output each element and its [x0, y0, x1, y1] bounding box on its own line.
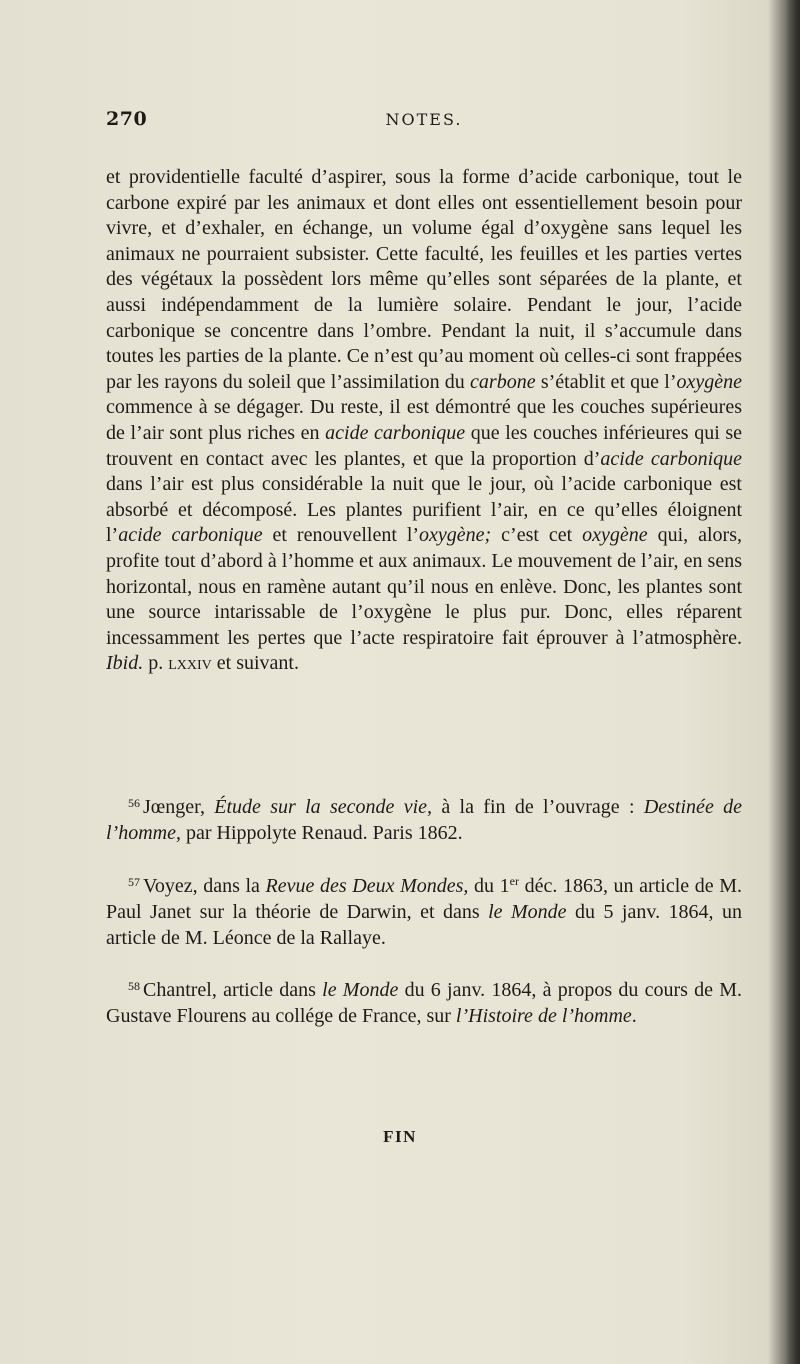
- italic-term: oxygène;: [419, 524, 492, 547]
- running-title: NOTES.: [385, 110, 463, 129]
- footnote: [106, 868, 742, 951]
- text-run: que les couches inférieures qui se trouvent en contact avec les plantes, et que la proportion d’: [106, 421, 743, 470]
- text-run: qui, alors, profite tout d’abord à l’homme et aux animaux. Le mouvement de l’air, en sens horizontal, nous en ramène autant qu’il nous en enlève. Donc, les plantes sont une source intarissable de l’oxygène le plus pur. Donc, elles réparent incessamment les pertes que l’acte respiratoire fait éprouver à l’atmosphère.: [106, 524, 742, 649]
- italic-title: Étude sur la seconde vie,: [214, 796, 433, 818]
- roman-numeral: lxxiv: [168, 652, 212, 675]
- page-number: 270: [106, 108, 148, 130]
- text-run: c’est cet: [491, 524, 583, 547]
- text-run: s’établit et que l’: [535, 370, 677, 393]
- text-run: dans l’air est plus considérable la nuit que le jour, où l’acide carbonique est absorbé et décomposé. Les plantes purifient l’air, en ce qu’elles éloignent l’: [106, 473, 742, 547]
- body-paragraph: [106, 165, 742, 677]
- text-run: à la fin de l’ouvrage :: [432, 796, 644, 818]
- text-run: déc. 1863, un article de M. Paul Janet sur la théorie de Darwin, et dans: [106, 875, 743, 923]
- end-mark: FIN: [383, 1127, 417, 1146]
- text-run: Chantrel, article dans: [143, 979, 323, 1001]
- italic-title: Destinée de l’homme,: [106, 796, 743, 844]
- footnote-number: 57: [128, 875, 140, 889]
- text-run: du 1: [468, 875, 510, 897]
- italic-term: carbone: [470, 370, 536, 393]
- text-run: du 6 janv. 1864, à propos du cours de M. Gustave Flourens au collége de France, sur: [106, 979, 742, 1027]
- italic-title: Revue des Deux Mondes,: [265, 875, 469, 897]
- ordinal-suffix: er: [509, 874, 519, 888]
- italic-term: acide carbonique: [600, 447, 743, 470]
- page-header: [106, 108, 742, 138]
- italic-term: Ibid.: [106, 652, 144, 675]
- text-run: et suivant.: [211, 652, 299, 675]
- italic-term: oxygène: [676, 370, 742, 393]
- footnote-number: 58: [128, 979, 140, 993]
- text-run: Jœnger,: [143, 796, 215, 818]
- text-run: du 5 janv. 1864, un article de M. Léonce de la Rallaye.: [106, 901, 742, 949]
- footnotes: [106, 790, 742, 1051]
- footnote: [106, 790, 742, 846]
- italic-term: acide carbonique: [118, 524, 263, 547]
- italic-term: oxygène: [582, 524, 648, 547]
- body-paragraph-text: [106, 165, 742, 677]
- text-run: Voyez, dans la: [143, 875, 266, 897]
- italic-term: acide carbonique: [325, 421, 466, 444]
- text-run: par Hippolyte Renaud. Paris 1862.: [180, 822, 463, 844]
- italic-title: le Monde: [488, 901, 567, 923]
- italic-title: le Monde: [322, 979, 399, 1001]
- italic-title: l’Histoire de l’homme: [455, 1005, 632, 1027]
- footnote: [106, 973, 742, 1029]
- page-edge-shadow: [786, 0, 800, 1364]
- text-run: et renouvellent l’: [262, 524, 420, 547]
- text-run: et providentielle faculté d’aspirer, sous la forme d’acide carbonique, tout le carbone expiré par les animaux et dont elles ont essentiellement besoin pour vivre, et d’exhaler, en échange, un volume égal d’oxygène sans lequel les animaux ne pourraient subsister. Cette faculté, les feuilles et les parties vertes des végétaux la possèdent lors même qu’elles sont séparées de la plante, et aussi indépendamment de la lumière solaire. Pendant le jour, l’acide carbonique se concentre dans l’ombre. Pendant la nuit, il s’accumule dans toutes les parties de la plante. Ce n’est qu’au moment où celles-ci sont frappées par les rayons du soleil que l’assimilation du: [106, 166, 742, 393]
- footnote-number: 56: [128, 796, 140, 810]
- text-run: commence à se dégager. Du reste, il est démontré que les couches supérieures de l’air sont plus riches en: [106, 396, 742, 444]
- text-run: p.: [143, 652, 169, 675]
- text-run: .: [631, 1005, 637, 1027]
